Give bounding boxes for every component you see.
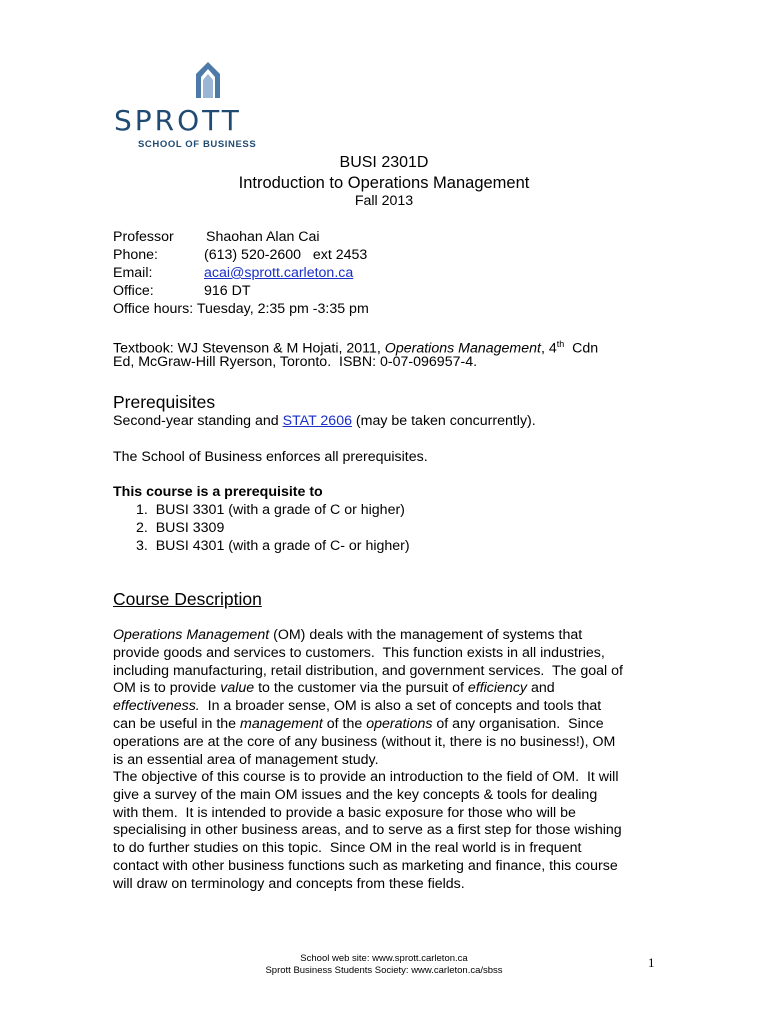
textbook-edition-sup: th <box>556 339 565 349</box>
text-line: is an essential area of management study. <box>113 751 379 768</box>
text-line <box>113 716 658 734</box>
em-text: value <box>220 680 255 697</box>
email-link[interactable]: acai@sprott.carleton.ca <box>204 265 354 281</box>
text-line: contact with other business functions such as marketing and finance, this course <box>113 857 618 874</box>
professor-label: Professor <box>113 229 174 245</box>
arch-logo-icon <box>114 60 304 102</box>
phone-label: Phone: <box>113 247 158 263</box>
text-line: with them. It is intended to provide a basic exposure for those who will be <box>113 804 576 821</box>
text-line: give a survey of the main OM issues and the key concepts & tools for dealing <box>113 786 598 803</box>
logo-wordmark: SPROTT <box>114 104 242 137</box>
text-span: can be useful in the <box>113 715 240 732</box>
text-span: OM is to provide <box>113 680 221 697</box>
hours-value: Tuesday, 2:35 pm -3:35 pm <box>196 301 369 317</box>
prereq-line-post: (may be taken concurrently). <box>351 413 536 429</box>
em-text: Operations Management <box>113 627 270 643</box>
footer-website: School web site: www.sprott.carleton.ca <box>300 953 468 964</box>
prereq-line-pre: Second-year standing and <box>113 413 283 429</box>
text-span: of any organisation. Since <box>432 715 604 732</box>
text-line: including manufacturing, retail distribution, and government services. The goal of <box>113 662 623 679</box>
text-line: specialising in other business areas, and to serve as a first step for those wishing <box>113 822 622 839</box>
textbook-title: Operations Management <box>384 340 541 357</box>
text-line: will draw on terminology and concepts from these fields. <box>113 875 465 892</box>
prerequisites-line <box>113 413 536 431</box>
prerequisites-heading: Prerequisites <box>113 392 216 412</box>
textbook-edition: , 4 <box>540 340 557 357</box>
text-span: of the <box>322 715 367 732</box>
textbook-prefix: Textbook: WJ Stevenson & M Hojati, 2011, <box>113 340 385 357</box>
list-item: 2. BUSI 3309 <box>136 520 225 536</box>
text-line: The objective of this course is to provide an introduction to the field of OM. It will <box>113 769 619 785</box>
footer-society: Sprott Business Students Society: www.carleton.ca/sbss <box>265 965 503 976</box>
page-number: 1 <box>648 955 655 970</box>
course-title: Introduction to Operations Management <box>238 174 530 192</box>
em-text: effectiveness. <box>113 698 200 715</box>
office-hours <box>113 301 369 319</box>
description-paragraph-1 <box>113 627 658 769</box>
stat-2606-link[interactable]: STAT 2606 <box>282 413 352 429</box>
textbook-edition-post: Cdn <box>564 340 599 357</box>
professor-value: Shaohan Alan Cai <box>206 229 320 245</box>
text-line <box>113 680 658 698</box>
prereq-to-heading: This course is a prerequisite to <box>113 484 323 500</box>
course-code: BUSI 2301D <box>339 154 429 171</box>
text-span: to the customer via the pursuit of <box>254 680 468 697</box>
prerequisites-enforce: The School of Business enforces all prerequisites. <box>113 449 428 465</box>
office-label: Office: <box>113 283 154 299</box>
textbook-line2: Ed, McGraw-Hill Ryerson, Toronto. ISBN: 0-07-096957-4. <box>113 354 478 370</box>
list-item: 1. BUSI 3301 (with a grade of C or higher) <box>136 502 405 518</box>
hours-label: Office hours: <box>113 301 194 317</box>
text-line <box>113 627 658 645</box>
text-line: operations are at the core of any business (without it, there is no business!), OM <box>113 733 616 750</box>
em-text: management <box>240 715 323 732</box>
text-span: (OM) deals with the management of systems that <box>269 627 583 643</box>
text-span: In a broader sense, OM is also a set of concepts and tools that <box>199 698 602 715</box>
em-text: efficiency <box>467 680 528 697</box>
text-span: and <box>527 680 555 697</box>
list-item: 3. BUSI 4301 (with a grade of C- or higher) <box>136 538 410 554</box>
sprott-logo <box>114 60 304 152</box>
text-line <box>113 698 658 716</box>
description-paragraph-2 <box>113 769 658 894</box>
em-text: operations <box>366 715 433 732</box>
course-description-heading: Course Description <box>113 589 262 609</box>
logo-subtitle: SCHOOL OF BUSINESS <box>138 139 257 150</box>
email-label: Email: <box>113 265 153 281</box>
text-line: provide goods and services to customers. This function exists in all industries, <box>113 644 605 661</box>
term: Fall 2013 <box>354 193 414 209</box>
office-value: 916 DT <box>204 283 251 299</box>
text-line: to do further studies on this topic. Since OM in the real world is in frequent <box>113 840 582 857</box>
phone-value: (613) 520-2600 ext 2453 <box>204 247 368 263</box>
